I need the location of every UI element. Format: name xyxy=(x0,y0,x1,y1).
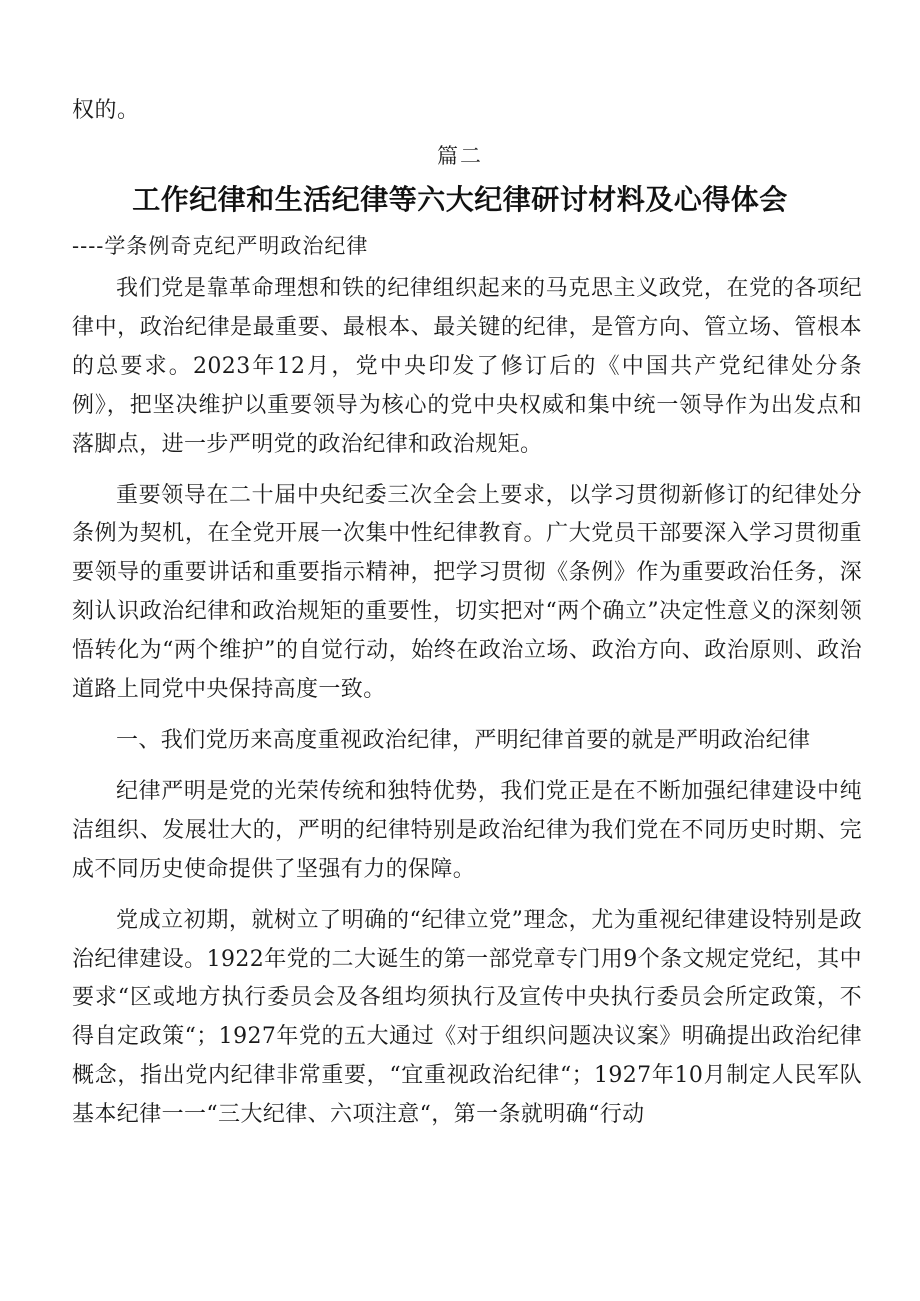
paragraph-history: 党成立初期，就树立了明确的“纪律立党”理念，尤为重视纪律建设特别是政治纪律建设。1922年党的二大诞生的第一部党章专门用9个条文规定党纪，其中要求“区或地方执行委员会及各组均须执行及宣传中央执行委员会所定政策，不得自定政策“；1927年党的五大通过《对于组织问题决议案》明确提出政治纪律概念，指出党内纪律非常重要，“宜重视政治纪律“；1927年10月制定人民军队基本纪律一一“三大纪律、六项注意“，第一条就明确“行动 xyxy=(72,907,862,1128)
continuation-text: 权的。 xyxy=(72,98,140,123)
paragraph-intro: 我们党是靠革命理想和铁的纪律组织起来的马克思主义政党，在党的各项纪律中，政治纪律是最重要、最根本、最关键的纪律，是管方向、管立场、管根本的总要求。2023年12月，党中央印发了修订后的《中国共产党纪律处分条例》，把坚决维护以重要领导为核心的党中央权威和集中统一领导作为出发点和落脚点，进一步严明党的政治纪律和政治规矩。 xyxy=(72,276,863,457)
section-label: 篇二 xyxy=(437,144,483,168)
section-heading-one: 一、我们党历来高度重视政治纪律，严明纪律首要的就是严明政治纪律 xyxy=(116,727,811,753)
document-subtitle: ----学条例奇克纪严明政治纪律 xyxy=(72,234,369,258)
document-body xyxy=(72,270,862,1147)
document-title: 工作纪律和生活纪律等六大纪律研讨材料及心得体会 xyxy=(132,183,788,216)
paragraph-requirement: 重要领导在二十届中央纪委三次全会上要求，以学习贯彻新修订的纪律处分条例为契机，在全党开展一次集中性纪律教育。广大党员干部要深入学习贯彻重要领导的重要讲话和重要指示精神，把学习贯彻《条例》作为重要政治任务，深刻认识政治纪律和政治规矩的重要性，切实把对“两个确立”决定性意义的深刻领悟转化为“两个维护”的自觉行动，始终在政治立场、政治方向、政治原则、政治道路上同党中央保持高度一致。 xyxy=(72,482,862,703)
paragraph-tradition: 纪律严明是党的光荣传统和独特优势，我们党正是在不断加强纪律建设中纯洁组织、发展壮大的，严明的纪律特别是政治纪律为我们党在不同历史时期、完成不同历史使命提供了坚强有力的保障。 xyxy=(72,778,862,882)
